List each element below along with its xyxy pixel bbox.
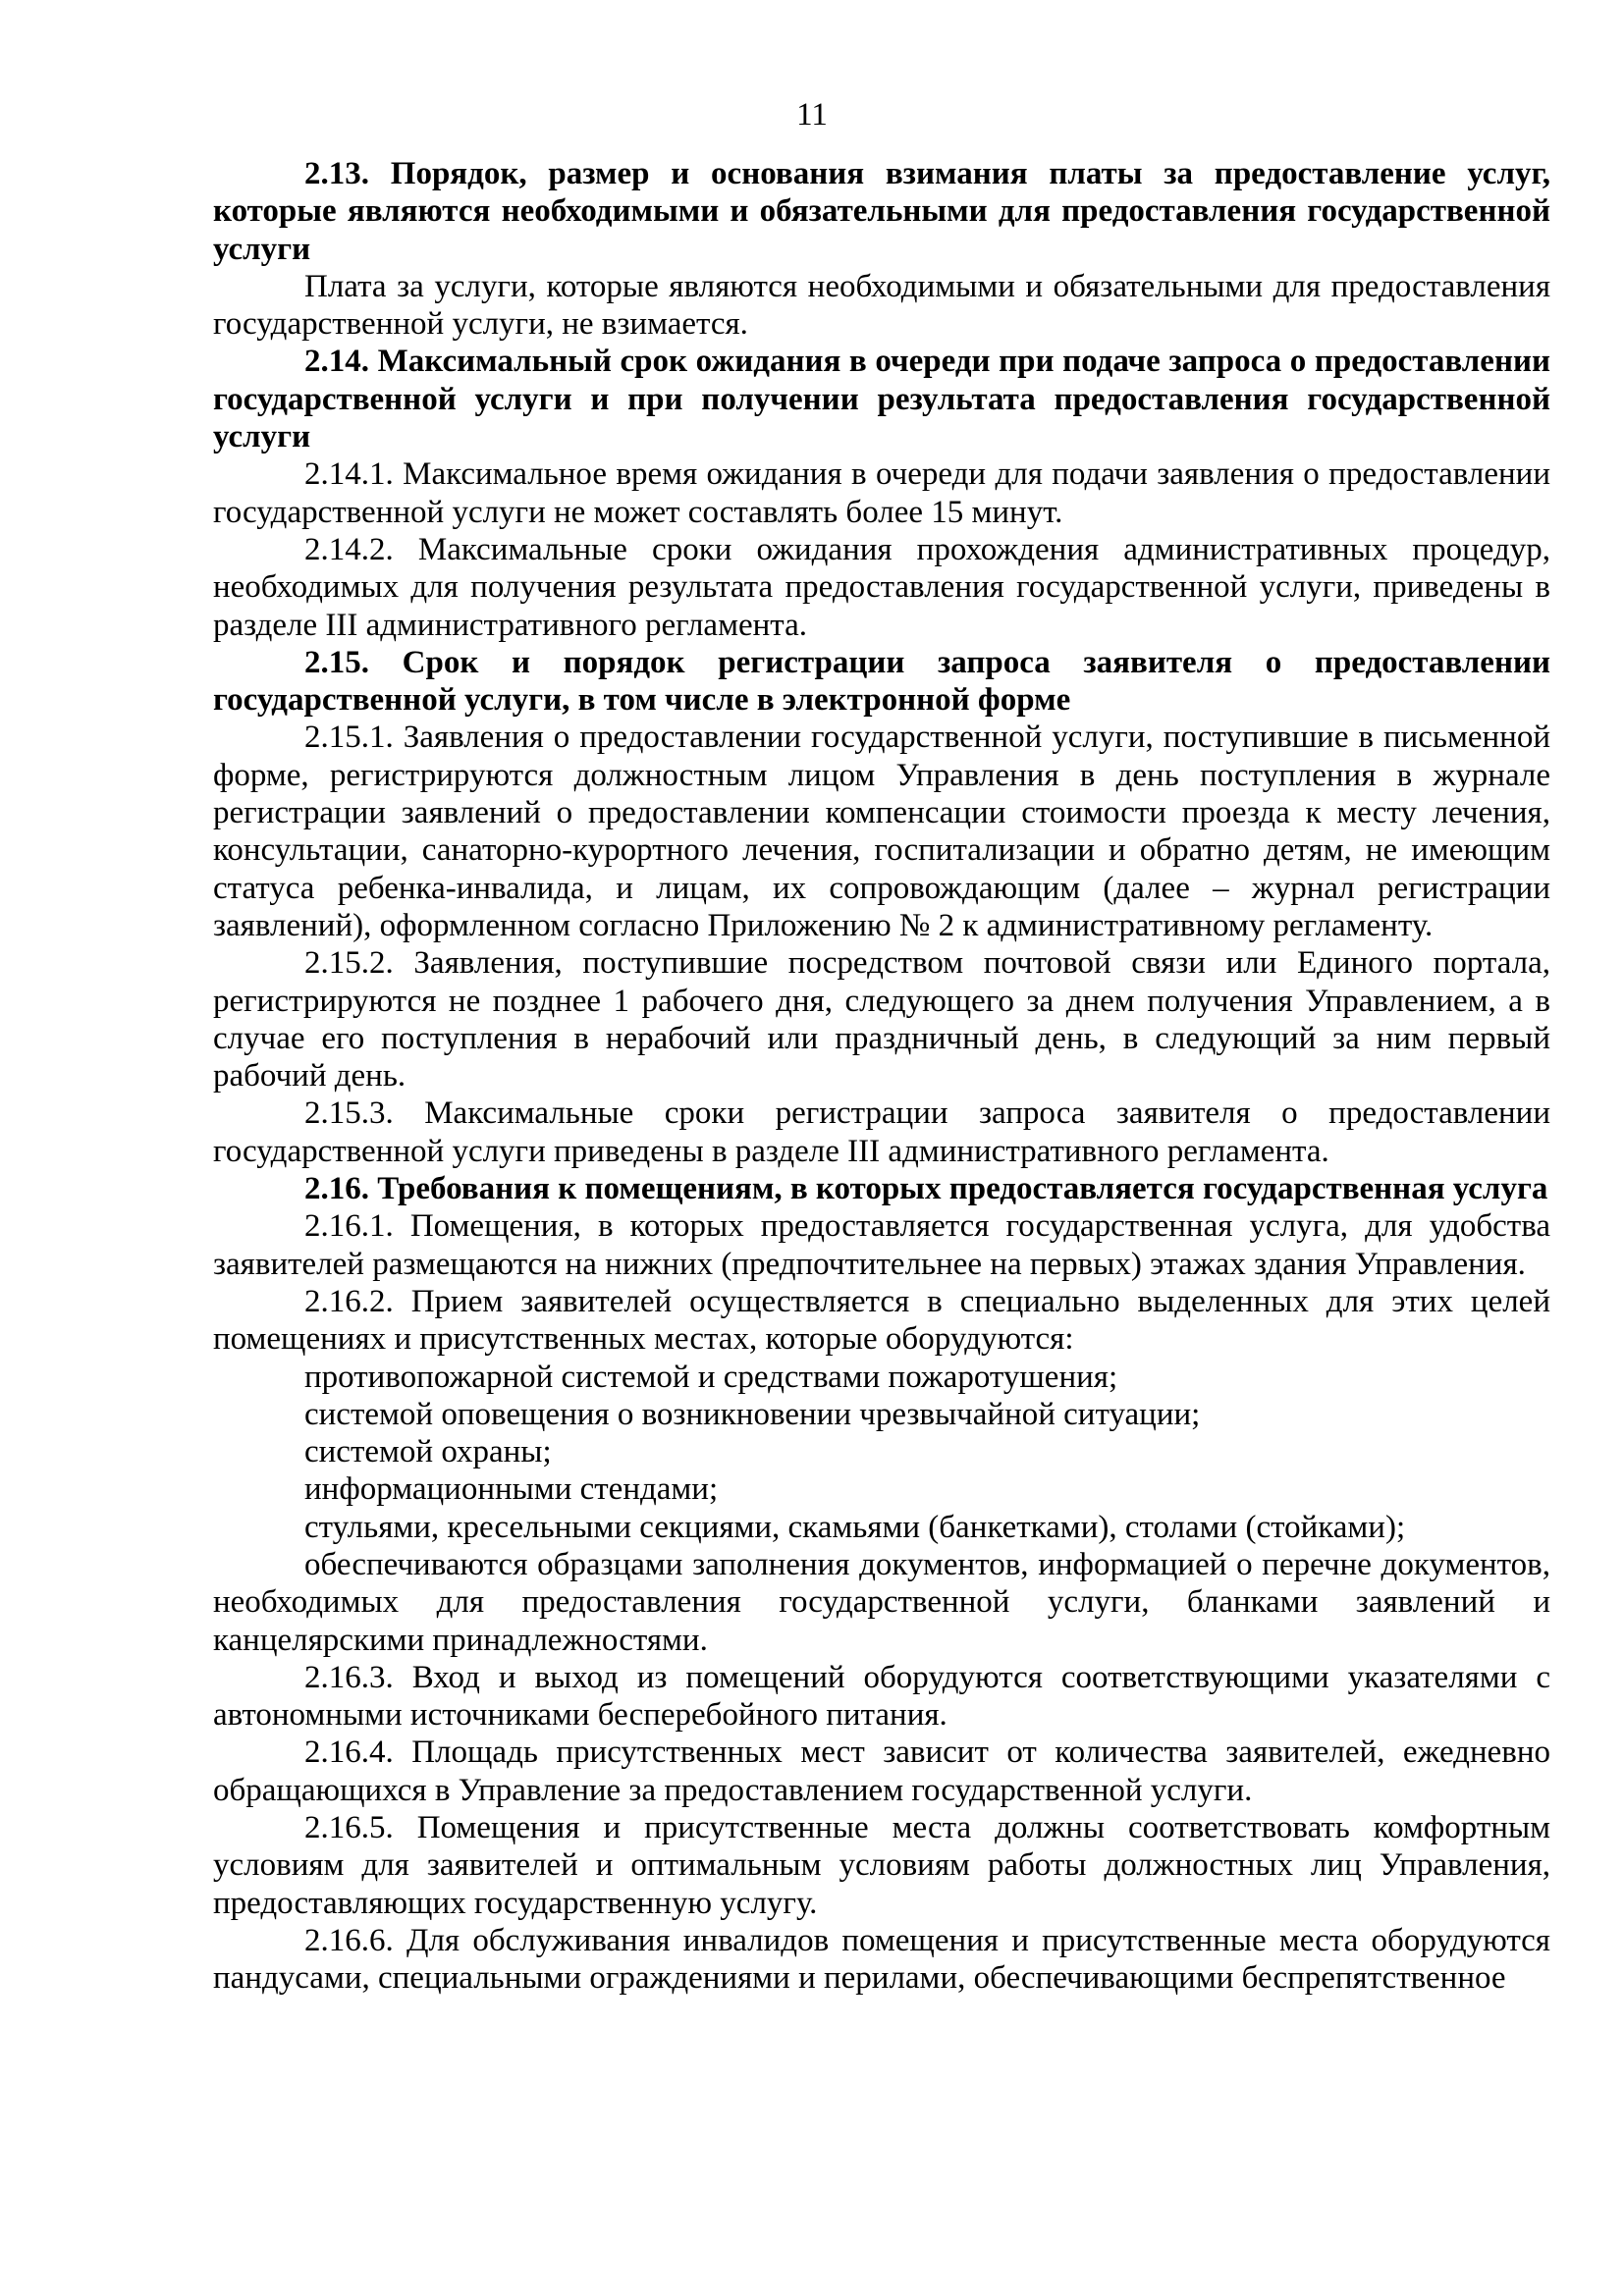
paragraph: 2.16.1. Помещения, в которых предоставляется государственная услуга, для удобства заявителей размещаются на нижних (предпочтительнее на первых) этажах здания Управления. (213, 1208, 1550, 1282)
paragraph: 2.15.3. Максимальные сроки регистрации запроса заявителя о предоставлении государственной услуги приведены в разделе III административного регламента. (213, 1095, 1550, 1169)
list-item: системой охраны; (304, 1434, 552, 1470)
paragraph: 2.15.2. Заявления, поступившие посредством почтовой связи или Единого портала, регистрируются не позднее 1 рабочего дня, следующего за днем получения Управлением, а в случае его поступления в нерабочий или праздничный день, в следующий за ним первый рабочий день. (213, 945, 1550, 1095)
page-number: 11 (796, 97, 828, 133)
list-item: системой оповещения о возникновении чрезвычайной ситуации; (304, 1396, 1201, 1432)
paragraph: 2.16.6. Для обслуживания инвалидов помещения и присутственные места оборудуются пандусами, специальными ограждениями и перилами, обеспечивающими беспрепятственное (213, 1922, 1550, 1997)
section-heading-2-15: 2.15. Срок и порядок регистрации запроса заявителя о предоставлении государственной услуги, в том числе в электронной форме (213, 644, 1550, 719)
section-heading-2-13: 2.13. Порядок, размер и основания взимания платы за предоставление услуг, которые являются необходимыми и обязательными для предоставления государственной услуги (213, 156, 1550, 267)
list-item: противопожарной системой и средствами пожаротушения; (304, 1359, 1118, 1395)
paragraph: 2.15.1. Заявления о предоставлении государственной услуги, поступившие в письменной форме, регистрируются должностным лицом Управления в день поступления в журнале регистрации заявлений о предоставлении компенсации стоимости проезда к месту лечения, консультации, санаторно-курортного лечения, госпитализации и обратно детям, не имеющим статуса ребенка-инвалида, и лицам, их сопровождающим (далее – журнал регистрации заявлений), оформленном согласно Приложению № 2 к административному регламенту. (213, 720, 1550, 943)
paragraph: 2.16.2. Прием заявителей осуществляется в специально выделенных для этих целей помещениях и присутственных местах, которые оборудуются: (213, 1283, 1550, 1358)
paragraph: 2.16.5. Помещения и присутственные места должны соответствовать комфортным условиям для заявителей и оптимальным условиям работы должностных лиц Управления, предоставляющих государственную услугу. (213, 1810, 1550, 1921)
section-heading-2-14: 2.14. Максимальный срок ожидания в очереди при подаче запроса о предоставлении государственной услуги и при получении результата предоставления государственной услуги (213, 344, 1550, 455)
paragraph: 2.16.3. Вход и выход из помещений оборудуются соответствующими указателями с автономными источниками бесперебойного питания. (213, 1659, 1550, 1734)
paragraph: 2.14.2. Максимальные сроки ожидания прохождения административных процедур, необходимых для получения результата предоставления государственной услуги, приведены в разделе III административного регламента. (213, 531, 1550, 643)
list-item: информационными стендами; (304, 1471, 719, 1508)
section-heading-2-16: 2.16. Требования к помещениям, в которых предоставляется государственная услуга (304, 1171, 1548, 1207)
document-body (213, 155, 1550, 1998)
paragraph: 2.14.1. Максимальное время ожидания в очереди для подачи заявления о предоставлении государственной услуги не может составлять более 15 минут. (213, 456, 1550, 530)
list-item: обеспечиваются образцами заполнения документов, информацией о перечне документов, необходимых для предоставления государственной услуги, бланками заявлений и канцелярскими принадлежностями. (213, 1546, 1550, 1658)
paragraph: 2.16.4. Площадь присутственных мест зависит от количества заявителей, ежедневно обращающихся в Управление за предоставлением государственной услуги. (213, 1735, 1550, 1808)
list-item: стульями, кресельными секциями, скамьями (банкетками), столами (стойками); (304, 1509, 1406, 1545)
paragraph: Плата за услуги, которые являются необходимыми и обязательными для предоставления государственной услуги, не взимается. (213, 268, 1550, 343)
